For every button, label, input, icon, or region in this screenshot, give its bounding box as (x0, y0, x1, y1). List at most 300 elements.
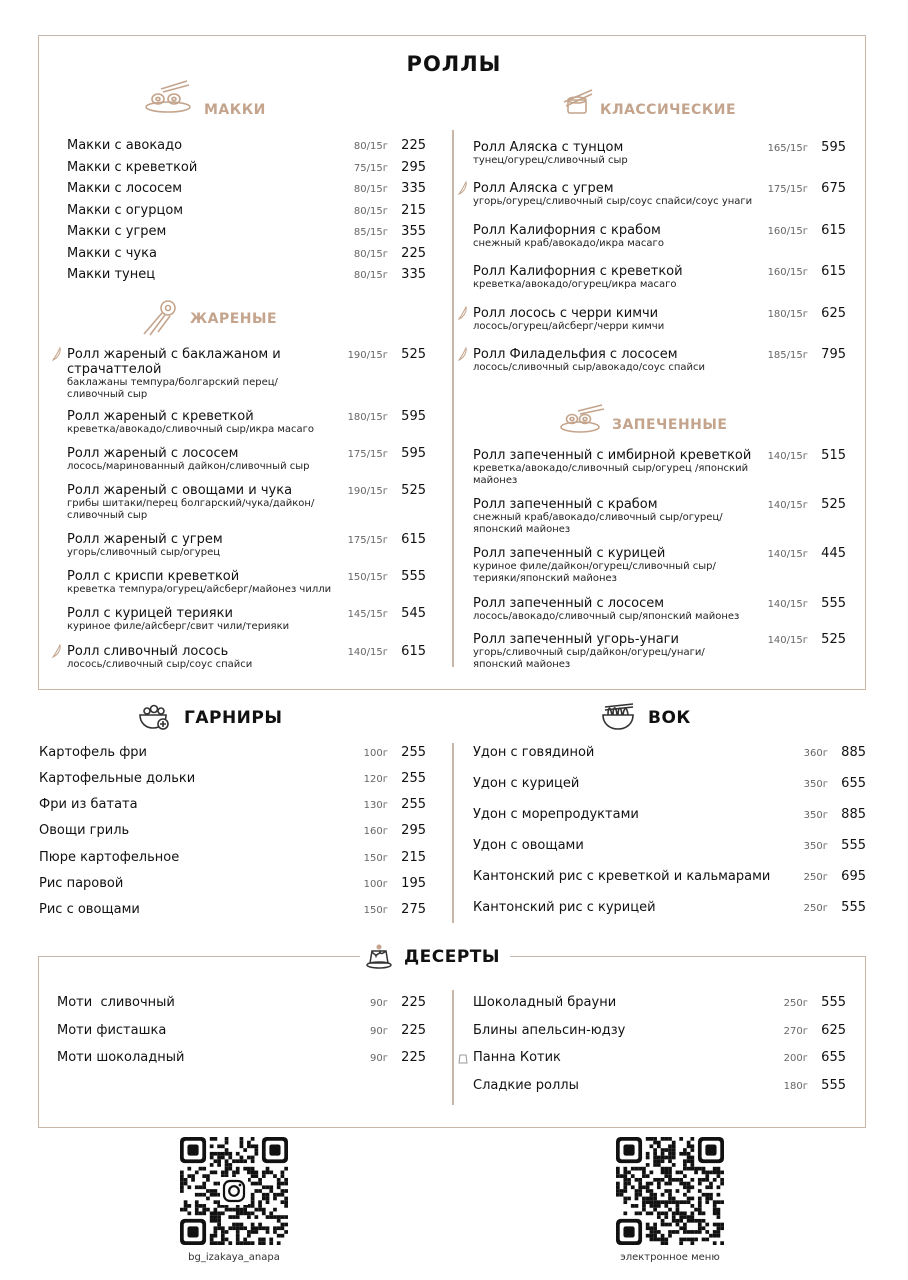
qr-module (217, 1223, 221, 1227)
qr-module (709, 1234, 713, 1238)
qr-module (210, 1211, 214, 1215)
qr-module (720, 1226, 724, 1230)
section-maki-title: МАККИ (204, 102, 266, 118)
menu-qr-code[interactable] (616, 1137, 724, 1245)
qr-module (284, 1189, 288, 1193)
qr-module (661, 1152, 665, 1156)
qr-module (653, 1159, 657, 1163)
qr-module (236, 1241, 240, 1245)
qr-module (672, 1219, 676, 1223)
qr-module (214, 1241, 218, 1245)
item-desc: угорь/сливочный сыр/огурец (67, 547, 221, 558)
chili-icon (458, 347, 468, 361)
qr-module (277, 1215, 281, 1219)
qr-module (195, 1171, 199, 1175)
item-desc: снежный краб/авокадо/икра масаго (473, 238, 664, 249)
qr-module (254, 1182, 258, 1186)
item-weight: 165/15г (767, 143, 808, 154)
qr-module (694, 1167, 698, 1171)
list-item: Макки с креветкой (67, 160, 198, 175)
qr-module (258, 1238, 262, 1242)
qr-module (202, 1182, 206, 1186)
qr-module (210, 1215, 214, 1219)
qr-module (281, 1193, 285, 1197)
qr-module (672, 1163, 676, 1167)
qr-module (269, 1241, 273, 1245)
qr-module (240, 1159, 244, 1163)
qr-module (243, 1159, 247, 1163)
qr-module (646, 1137, 650, 1141)
qr-module (240, 1226, 244, 1230)
item-weight: 250г (783, 998, 808, 1009)
qr-module (698, 1230, 702, 1234)
qr-module (713, 1223, 717, 1227)
qr-module (653, 1208, 657, 1212)
qr-module (221, 1171, 225, 1175)
qr-module (623, 1197, 627, 1201)
item-name: Ролл с курицей терияки (67, 606, 233, 621)
qr-module (217, 1163, 221, 1167)
item-desc: куриное филе/дайкон/огурец/сливочный сыр/ терияки/японский майонез (473, 561, 716, 584)
qr-module (247, 1141, 251, 1145)
qr-module (650, 1234, 654, 1238)
qr-module (240, 1137, 244, 1141)
qr-module (664, 1215, 668, 1219)
qr-module (214, 1200, 218, 1204)
item-name: Ролл лосось с черри кимчи (473, 306, 659, 321)
qr-module (251, 1174, 255, 1178)
qr-module (221, 1211, 225, 1215)
item-weight: 360г (803, 748, 828, 759)
qr-module (225, 1159, 229, 1163)
qr-module (284, 1223, 288, 1227)
qr-module (676, 1211, 680, 1215)
qr-module (705, 1238, 709, 1242)
qr-module (690, 1148, 694, 1152)
qr-module (638, 1178, 642, 1182)
qr-module (221, 1226, 225, 1230)
qr-module (251, 1159, 255, 1163)
item-price: 275 (401, 902, 426, 917)
qr-module (269, 1185, 273, 1189)
qr-module (210, 1238, 214, 1242)
qr-module (266, 1171, 270, 1175)
qr-module (661, 1234, 665, 1238)
item-weight: 190/15г (347, 350, 388, 361)
list-item (67, 483, 337, 522)
qr-module (717, 1215, 721, 1219)
item-weight: 350г (803, 810, 828, 821)
qr-module (251, 1156, 255, 1160)
item-weight: 175/15г (767, 184, 808, 195)
item-weight: 250г (803, 903, 828, 914)
qr-module (616, 1182, 620, 1186)
qr-module (646, 1197, 650, 1201)
qr-module (709, 1193, 713, 1197)
qr-module (214, 1234, 218, 1238)
qr-module (243, 1238, 247, 1242)
qr-module (254, 1226, 258, 1230)
qr-module (668, 1182, 672, 1186)
qr-module (646, 1163, 650, 1167)
qr-module (635, 1189, 639, 1193)
qr-module (221, 1156, 225, 1160)
qr-module (705, 1200, 709, 1204)
item-price: 525 (401, 483, 426, 498)
qr-module (720, 1223, 724, 1227)
qr-module (661, 1193, 665, 1197)
qr-finder (623, 1226, 634, 1237)
qr-module (214, 1208, 218, 1212)
qr-module (635, 1178, 639, 1182)
qr-module (225, 1208, 229, 1212)
qr-module (646, 1152, 650, 1156)
list-item (473, 140, 773, 167)
qr-module (206, 1189, 210, 1193)
qr-module (679, 1200, 683, 1204)
qr-module (262, 1171, 266, 1175)
qr-module (638, 1167, 642, 1171)
list-item (473, 264, 773, 291)
qr-module (184, 1208, 188, 1212)
qr-module (620, 1174, 624, 1178)
qr-module (187, 1185, 191, 1189)
item-price: 555 (841, 838, 866, 853)
qr-module (653, 1193, 657, 1197)
qr-module (217, 1211, 221, 1215)
item-price: 215 (401, 203, 426, 218)
qr-module (661, 1156, 665, 1160)
qr-module (616, 1189, 620, 1193)
list-item: Пюре картофельное (39, 850, 180, 865)
qr-module (210, 1137, 214, 1141)
qr-module (277, 1241, 281, 1245)
qr-module (240, 1208, 244, 1212)
qr-module (266, 1197, 270, 1201)
qr-module (679, 1152, 683, 1156)
qr-module (657, 1200, 661, 1204)
qr-module (661, 1148, 665, 1152)
qr-module (251, 1204, 255, 1208)
item-weight: 185/15г (767, 350, 808, 361)
qr-module (281, 1189, 285, 1193)
item-desc: угорь/огурец/сливочный сыр/соус спайси/соус унаги (473, 196, 753, 207)
qr-module (210, 1234, 214, 1238)
qr-module (668, 1178, 672, 1182)
list-item: Макки с чука (67, 246, 157, 261)
qr-module (646, 1174, 650, 1178)
qr-module (627, 1178, 631, 1182)
qr-module (717, 1226, 721, 1230)
qr-module (676, 1208, 680, 1212)
qr-module (668, 1167, 672, 1171)
item-price: 445 (821, 546, 846, 561)
qr-module (690, 1230, 694, 1234)
qr-module (277, 1226, 281, 1230)
item-price: 195 (401, 876, 426, 891)
qr-module (690, 1144, 694, 1148)
qr-module (661, 1159, 665, 1163)
qr-module (191, 1178, 195, 1182)
qr-module (679, 1178, 683, 1182)
qr-module (683, 1148, 687, 1152)
qr-module (214, 1193, 218, 1197)
qr-module (184, 1182, 188, 1186)
qr-module (623, 1189, 627, 1193)
qr-module (225, 1152, 229, 1156)
qr-module (623, 1171, 627, 1175)
qr-module (683, 1167, 687, 1171)
qr-module (616, 1185, 620, 1189)
qr-module (180, 1171, 184, 1175)
item-weight: 350г (803, 779, 828, 790)
qr-module (702, 1178, 706, 1182)
qr-finder (623, 1144, 634, 1155)
qr-module (657, 1238, 661, 1242)
qr-module (214, 1189, 218, 1193)
item-weight: 150г (363, 905, 388, 916)
qr-module (698, 1208, 702, 1212)
qr-module (672, 1152, 676, 1156)
qr-module (672, 1148, 676, 1152)
list-item (473, 181, 773, 208)
qr-module (690, 1156, 694, 1160)
item-weight: 140/15г (767, 635, 808, 646)
qr-module (650, 1197, 654, 1201)
qr-module (653, 1152, 657, 1156)
pudding-mark-icon (458, 1052, 468, 1066)
item-price: 225 (401, 246, 426, 261)
item-price: 225 (401, 995, 426, 1010)
qr-module (262, 1197, 266, 1201)
item-price: 355 (401, 224, 426, 239)
qr-module (251, 1193, 255, 1197)
qr-module (650, 1193, 654, 1197)
qr-module (705, 1171, 709, 1175)
qr-module (199, 1185, 203, 1189)
qr-module (717, 1193, 721, 1197)
qr-module (221, 1241, 225, 1245)
qr-module (690, 1241, 694, 1245)
desserts-title: ДЕСЕРТЫ (404, 947, 501, 967)
item-name: Ролл запеченный с курицей (473, 546, 666, 561)
qr-module (187, 1167, 191, 1171)
qr-module (273, 1230, 277, 1234)
qr-module (668, 1171, 672, 1175)
qr-module (284, 1230, 288, 1234)
qr-module (664, 1211, 668, 1215)
item-desc: лосось/сливочный сыр/соус спайси (67, 659, 253, 670)
qr-module (281, 1174, 285, 1178)
list-item (473, 306, 773, 333)
qr-module (251, 1226, 255, 1230)
qr-module (664, 1223, 668, 1227)
list-item: Рис паровой (39, 876, 124, 891)
qr-module (281, 1182, 285, 1186)
qr-module (281, 1171, 285, 1175)
list-item: Картофель фри (39, 745, 148, 760)
qr-module (683, 1238, 687, 1242)
item-desc: креветка темпура/огурец/айсберг/майонез чилли (67, 584, 332, 595)
qr-module (683, 1182, 687, 1186)
qr-module (653, 1197, 657, 1201)
qr-module (668, 1193, 672, 1197)
item-name: Ролл запеченный с лососем (473, 596, 665, 611)
qr-module (653, 1226, 657, 1230)
qr-module (650, 1200, 654, 1204)
list-item: Макки с угрем (67, 224, 167, 239)
qr-module (258, 1189, 262, 1193)
item-price: 515 (821, 448, 846, 463)
qr-module (623, 1167, 627, 1171)
qr-module (650, 1226, 654, 1230)
qr-module (717, 1174, 721, 1178)
item-weight: 145/15г (347, 609, 388, 620)
qr-module (687, 1219, 691, 1223)
qr-module (214, 1219, 218, 1223)
qr-module (679, 1211, 683, 1215)
qr-module (679, 1182, 683, 1186)
qr-module (720, 1200, 724, 1204)
qr-module (694, 1219, 698, 1223)
item-weight: 90г (370, 1053, 388, 1064)
qr-module (683, 1223, 687, 1227)
qr-module (709, 1171, 713, 1175)
qr-module (664, 1156, 668, 1160)
qr-module (202, 1167, 206, 1171)
qr-module (254, 1144, 258, 1148)
item-price: 885 (841, 807, 866, 822)
qr-module (668, 1189, 672, 1193)
item-weight: 150/15г (347, 572, 388, 583)
item-weight: 130г (363, 800, 388, 811)
qr-module (683, 1200, 687, 1204)
qr-module (687, 1167, 691, 1171)
qr-module (269, 1215, 273, 1219)
qr-module (687, 1156, 691, 1160)
qr-module (698, 1182, 702, 1186)
item-name: Ролл жареный с лососем (67, 446, 239, 461)
qr-module (668, 1197, 672, 1201)
qr-module (672, 1141, 676, 1145)
qr-module (664, 1171, 668, 1175)
item-name: Ролл жареный с овощами и чука (67, 483, 293, 498)
qr-module (687, 1197, 691, 1201)
item-weight: 140/15г (767, 599, 808, 610)
qr-module (214, 1159, 218, 1163)
qr-module (672, 1178, 676, 1182)
item-price: 615 (821, 264, 846, 279)
qr-module (646, 1185, 650, 1189)
qr-module (281, 1223, 285, 1227)
item-price: 615 (401, 644, 426, 659)
qr-module (262, 1185, 266, 1189)
item-weight: 180/15г (767, 309, 808, 320)
item-price: 595 (821, 140, 846, 155)
qr-module (251, 1144, 255, 1148)
item-name: Ролл жареный с креветкой (67, 409, 254, 424)
noodle-bowl-icon (600, 701, 636, 731)
qr-module (206, 1178, 210, 1182)
qr-module (679, 1219, 683, 1223)
qr-module (705, 1178, 709, 1182)
qr-module (254, 1171, 258, 1175)
qr-module (284, 1200, 288, 1204)
qr-module (713, 1241, 717, 1245)
qr-module (620, 1193, 624, 1197)
qr-module (243, 1208, 247, 1212)
item-weight: 250г (803, 872, 828, 883)
qr-module (195, 1185, 199, 1189)
qr-module (251, 1171, 255, 1175)
item-desc: креветка/авокадо/огурец/икра масаго (473, 279, 677, 290)
qr-module (217, 1226, 221, 1230)
qr-module (713, 1178, 717, 1182)
qr-module (720, 1182, 724, 1186)
qr-module (698, 1189, 702, 1193)
instagram-icon (220, 1177, 248, 1205)
qr-module (679, 1137, 683, 1141)
qr-module (653, 1148, 657, 1152)
item-desc: угорь/сливочный сыр/дайкон/огурец/унаги/ японский майонез (473, 647, 705, 670)
qr-module (262, 1174, 266, 1178)
qr-module (642, 1204, 646, 1208)
item-price: 335 (401, 267, 426, 282)
item-weight: 350г (803, 841, 828, 852)
qr-module (679, 1238, 683, 1242)
qr-module (635, 1211, 639, 1215)
item-weight: 150г (363, 853, 388, 864)
qr-module (698, 1197, 702, 1201)
qr-module (646, 1200, 650, 1204)
qr-module (240, 1211, 244, 1215)
qr-module (236, 1159, 240, 1163)
qr-module (217, 1144, 221, 1148)
qr-module (668, 1137, 672, 1141)
item-name: Ролл Калифорния с креветкой (473, 264, 683, 279)
qr-module (642, 1174, 646, 1178)
qr-module (668, 1156, 672, 1160)
list-item (67, 606, 337, 633)
qr-module (672, 1200, 676, 1204)
menu-caption: электронное меню (620, 1252, 720, 1263)
qr-module (672, 1156, 676, 1160)
qr-module (661, 1219, 665, 1223)
qr-module (254, 1189, 258, 1193)
qr-module (277, 1182, 281, 1186)
qr-module (668, 1144, 672, 1148)
qr-module (642, 1167, 646, 1171)
qr-module (650, 1171, 654, 1175)
qr-module (635, 1167, 639, 1171)
qr-module (210, 1152, 214, 1156)
qr-module (202, 1211, 206, 1215)
qr-module (650, 1204, 654, 1208)
item-price: 225 (401, 1023, 426, 1038)
qr-module (247, 1230, 251, 1234)
qr-module (284, 1197, 288, 1201)
qr-module (623, 1174, 627, 1178)
item-price: 525 (401, 347, 426, 362)
item-weight: 160г (363, 826, 388, 837)
item-name: Ролл жареный с угрем (67, 532, 223, 547)
qr-module (217, 1219, 221, 1223)
qr-module (668, 1148, 672, 1152)
qr-module (273, 1215, 277, 1219)
qr-module (180, 1182, 184, 1186)
qr-module (635, 1193, 639, 1197)
qr-module (228, 1156, 232, 1160)
